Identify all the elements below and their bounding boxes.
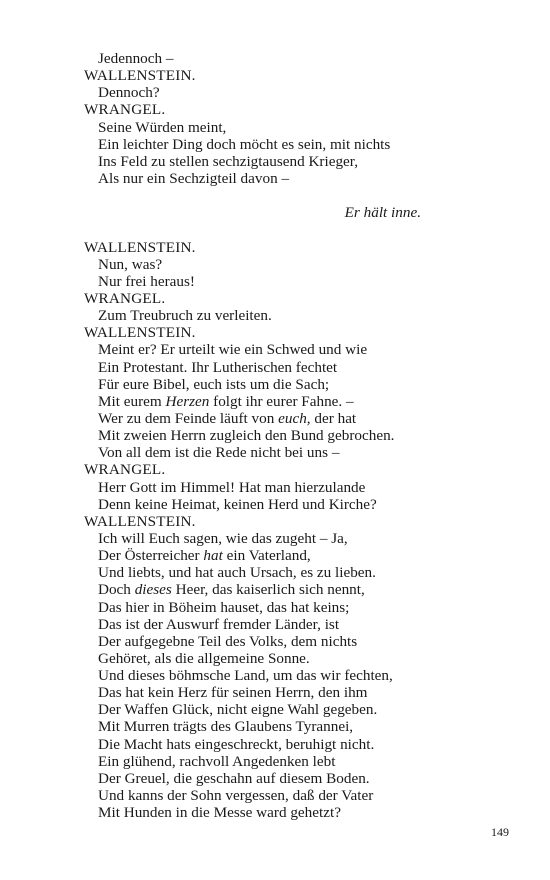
verse-line: [84, 547, 504, 564]
verse-line: [84, 581, 504, 598]
verse-line: [84, 530, 504, 547]
verse-line: [84, 667, 504, 684]
verse-line: [84, 393, 504, 410]
text-segment: Der Österreicher: [98, 547, 204, 565]
text-segment: Der aufgegebne Teil des Volks, dem nichts: [98, 632, 358, 650]
verse-line: [84, 633, 504, 650]
text-segment: Und dieses böhmsche Land, um das wir fechten,: [98, 667, 393, 685]
blank-line: [84, 187, 504, 204]
text-segment: Herr Gott im Himmel! Hat man hierzulande: [98, 478, 366, 496]
text-segment: Heer, das kaiserlich sich nennt,: [171, 581, 365, 599]
verse-line: [84, 256, 504, 273]
speaker-name: [84, 324, 504, 341]
verse-line: [84, 753, 504, 770]
blank-line: [84, 221, 504, 238]
page-number: 149: [491, 825, 509, 839]
verse-line: [84, 444, 504, 461]
verse-line: [84, 701, 504, 718]
text-segment: Meint er? Er urteilt wie ein Schwed und wie: [98, 341, 368, 359]
emphasis-text: euch,: [278, 409, 311, 427]
verse-line: [84, 119, 504, 136]
text-segment: Dennoch?: [98, 84, 160, 102]
text-segment: Denn keine Heimat, keinen Herd und Kirche?: [98, 495, 377, 513]
text-segment: Und kanns der Sohn vergessen, daß der Vater: [98, 787, 374, 805]
verse-line: [84, 616, 504, 633]
verse-line: [84, 718, 504, 735]
text-segment: Die Macht hats eingeschreckt, beruhigt nicht.: [98, 735, 375, 753]
emphasis-text: dieses: [134, 581, 172, 599]
text-segment: Ins Feld zu stellen sechzigtausend Krieger,: [98, 152, 359, 170]
text-segment: Ein Protestant. Ihr Lutherischen fechtet: [98, 358, 338, 376]
verse-line: [84, 153, 504, 170]
verse-line: [84, 359, 504, 376]
text-segment: ein Vaterland,: [222, 547, 311, 565]
text-segment: Von all dem ist die Rede nicht bei uns –: [98, 444, 340, 462]
verse-line: [84, 599, 504, 616]
text-segment: Das hat kein Herz für seinen Herrn, den ihm: [98, 684, 368, 702]
verse-line: [84, 170, 504, 187]
text-segment: WRANGEL.: [84, 101, 166, 119]
text-segment: der hat: [310, 409, 357, 427]
verse-line: [84, 564, 504, 581]
verse-line: [84, 736, 504, 753]
text-segment: Zum Treubruch zu verleiten.: [98, 307, 272, 325]
text-segment: WALLENSTEIN.: [84, 324, 196, 342]
verse-line: [84, 770, 504, 787]
verse-line: [84, 307, 504, 324]
verse-line: [84, 479, 504, 496]
text-segment: Mit Hunden in die Messe ward gehetzt?: [98, 804, 341, 822]
verse-line: [84, 684, 504, 701]
text-segment: Jedennoch –: [98, 50, 174, 67]
text-segment: Nun, was?: [98, 255, 163, 273]
stage-direction: [84, 204, 504, 221]
emphasis-text: Herzen: [165, 392, 210, 410]
text-segment: Der Greuel, die geschahn auf diesem Boden.: [98, 769, 370, 787]
text-segment: folgt ihr eurer Fahne. –: [209, 392, 354, 410]
text-segment: Und liebts, und hat auch Ursach, es zu lieben.: [98, 564, 376, 582]
speaker-name: [84, 290, 504, 307]
text-segment: Das hier in Böheim hauset, das hat keins;: [98, 598, 350, 616]
speaker-name: [84, 101, 504, 118]
text-segment: WALLENSTEIN.: [84, 67, 196, 85]
text-segment: Mit Murren trägts des Glaubens Tyrannei,: [98, 718, 354, 736]
verse-line: [84, 650, 504, 667]
verse-line: [84, 273, 504, 290]
emphasis-text: hat: [203, 547, 223, 565]
speaker-name: [84, 461, 504, 478]
text-segment: Mit eurem: [98, 392, 166, 410]
text-segment: WALLENSTEIN.: [84, 238, 196, 256]
verse-line: [84, 376, 504, 393]
verse-line: [84, 787, 504, 804]
speaker-name: [84, 513, 504, 530]
text-segment: Für eure Bibel, euch ists um die Sach;: [98, 375, 330, 393]
text-segment: Ein glühend, rachvoll Angedenken lebt: [98, 752, 336, 770]
verse-line: [84, 84, 504, 101]
text-segment: Seine Würden meint,: [98, 118, 227, 136]
verse-line: [84, 50, 504, 67]
text-segment: Das ist der Auswurf fremder Länder, ist: [98, 615, 340, 633]
text-segment: Der Waffen Glück, nicht eigne Wahl gegeben.: [98, 701, 378, 719]
text-segment: Mit zweien Herrn zugleich den Bund gebrochen.: [98, 427, 395, 445]
text-segment: WRANGEL.: [84, 461, 166, 479]
text-segment: WRANGEL.: [84, 289, 166, 307]
emphasis-text: Er hält inne.: [344, 204, 421, 222]
speaker-name: [84, 239, 504, 256]
text-segment: Als nur ein Sechzigteil davon –: [98, 169, 290, 187]
verse-line: [84, 427, 504, 444]
drama-text: [84, 50, 504, 821]
text-segment: Nur frei heraus!: [98, 272, 195, 290]
verse-line: [84, 136, 504, 153]
text-segment: Ich will Euch sagen, wie das zugeht – Ja,: [98, 529, 348, 547]
verse-line: [84, 804, 504, 821]
text-segment: Gehöret, als die allgemeine Sonne.: [98, 649, 310, 667]
text-segment: WALLENSTEIN.: [84, 512, 196, 530]
speaker-name: [84, 67, 504, 84]
verse-line: [84, 410, 504, 427]
verse-line: [84, 341, 504, 358]
text-segment: Wer zu dem Feinde läuft von: [98, 409, 279, 427]
text-segment: Doch: [98, 581, 135, 599]
verse-line: [84, 496, 504, 513]
text-segment: Ein leichter Ding doch möcht es sein, mit nichts: [98, 135, 391, 153]
